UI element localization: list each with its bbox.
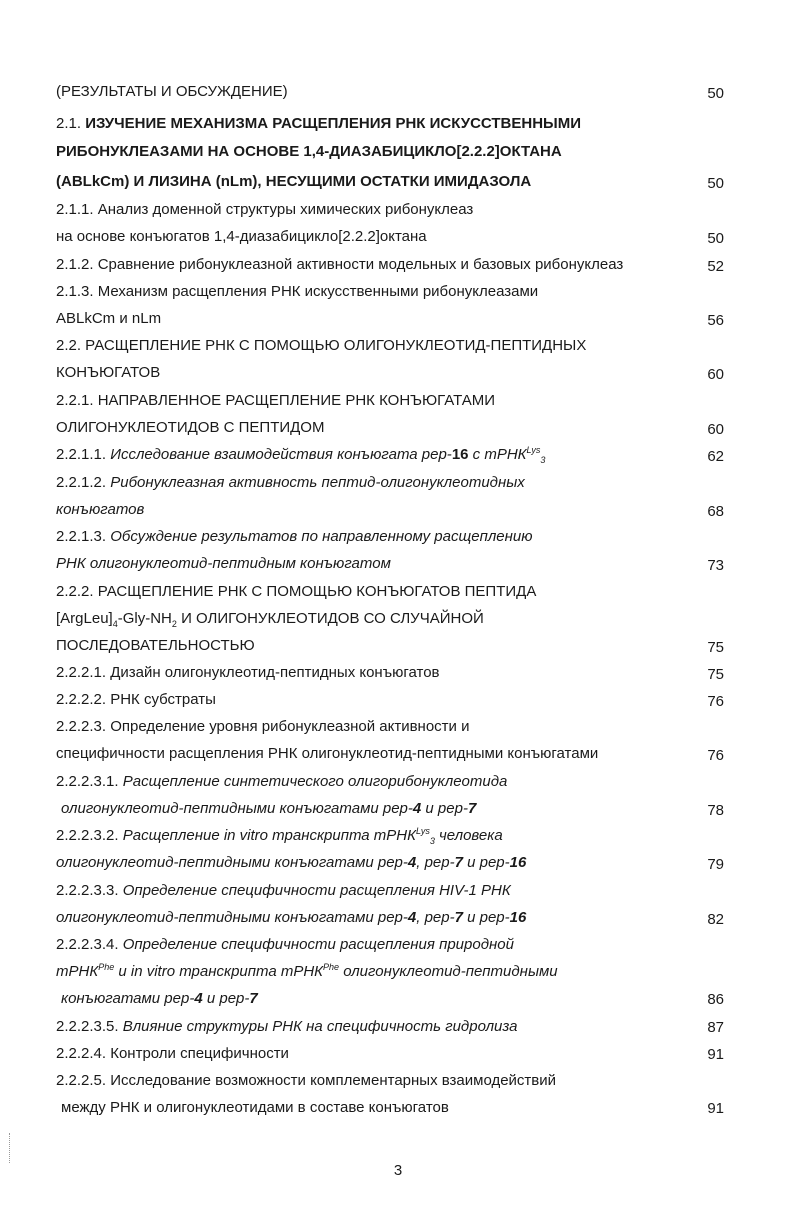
toc-entry-title: олигонуклеотид-пептидными bbox=[339, 963, 558, 980]
toc-page-number: 62 bbox=[707, 448, 724, 465]
toc-entry-title: Расщепление in vitro транскрипта тРНК bbox=[122, 827, 416, 844]
toc-entry-title-cont bbox=[61, 989, 258, 1009]
toc-page-number: 50 bbox=[707, 175, 724, 192]
toc-page-number: 52 bbox=[707, 258, 724, 275]
toc-entry-title: тРНК bbox=[56, 963, 99, 980]
toc-entry-title-bold: 7 bbox=[454, 854, 463, 871]
toc-entry-title: и in vitro транскрипта тРНК bbox=[114, 963, 324, 980]
toc-section-number: 2.2.2.3.5. bbox=[56, 1018, 123, 1035]
margin-scan-mark bbox=[9, 1133, 10, 1163]
toc-entry-title-cont bbox=[61, 799, 476, 819]
toc-entry-2-2: 2.2. РАСЩЕПЛЕНИЕ РНК С ПОМОЩЬЮ ОЛИГОНУКЛЕОТИД-ПЕПТИДНЫХ bbox=[56, 337, 587, 354]
toc-page-number: 86 bbox=[707, 991, 724, 1008]
toc-section-number: 2.2.2.3.2. bbox=[56, 827, 123, 844]
toc-entry-2-1-3: 2.1.3. Механизм расщепления РНК искусственными рибонуклеазами bbox=[56, 283, 539, 300]
toc-entry-title: И ОЛИГОНУКЛЕОТИДОВ СО СЛУЧАЙНОЙ bbox=[176, 610, 484, 627]
toc-entry-title-bold: 7 bbox=[467, 800, 477, 817]
toc-section-number: 2.2.1.1. bbox=[56, 446, 111, 463]
peptide-formula: -Gly-NH bbox=[117, 610, 172, 627]
toc-page-number: 68 bbox=[707, 503, 724, 520]
toc-entry-2-2-2-3-4 bbox=[56, 935, 514, 955]
toc-entry-2-2-1-3 bbox=[56, 527, 533, 547]
peptide-formula: [ArgLeu] bbox=[56, 610, 113, 627]
toc-page-number: 91 bbox=[707, 1100, 724, 1117]
toc-entry-title-bold: 4 bbox=[194, 990, 203, 1007]
toc-section-number: 2.2.2.3.4. bbox=[56, 936, 123, 953]
toc-entry-title: Исследование взаимодействия конъюгата pep- bbox=[110, 446, 452, 463]
toc-entry-title: олигонуклеотид-пептидными конъюгатами pep- bbox=[56, 854, 408, 871]
toc-section-number: 2.2.2.3.1. bbox=[56, 773, 123, 790]
toc-entry-title-bold: 7 bbox=[454, 909, 463, 926]
toc-entry-title: человека bbox=[434, 827, 503, 844]
toc-entry-title: Влияние структуры РНК на специфичность гидролиза bbox=[122, 1018, 518, 1035]
toc-entry-2-1 bbox=[56, 114, 581, 134]
toc-entry-title: ИЗУЧЕНИЕ МЕХАНИЗМА РАСЩЕПЛЕНИЯ РНК ИСКУССТВЕННЫМИ bbox=[85, 115, 581, 132]
toc-entry-2-2-2-3: 2.2.2.3. Определение уровня рибонуклеазной активности и bbox=[56, 718, 470, 735]
toc-entry-title-cont: РИБОНУКЛЕАЗАМИ НА ОСНОВЕ 1,4-ДИАЗАБИЦИКЛО[2.2.2]ОКТАНА bbox=[56, 143, 562, 160]
toc-entry-title-cont bbox=[56, 853, 526, 873]
toc-entry-title: с тРНК bbox=[468, 446, 527, 463]
toc-superscript: Lys bbox=[415, 826, 430, 836]
toc-entry-title: и pep- bbox=[202, 990, 250, 1007]
toc-page-number: 73 bbox=[707, 557, 724, 574]
toc-page-number: 87 bbox=[707, 1019, 724, 1036]
toc-page-number: 56 bbox=[707, 312, 724, 329]
toc-page-number: 82 bbox=[707, 911, 724, 928]
toc-entry-2-1-3-cont: ABLkCm и nLm bbox=[56, 310, 162, 327]
toc-entry-title: олигонуклеотид-пептидными конъюгатами pep- bbox=[61, 800, 413, 817]
toc-entry-title: , pep- bbox=[416, 854, 455, 871]
toc-page-number: 76 bbox=[707, 747, 724, 764]
toc-entry-title-cont: конъюгатов bbox=[56, 501, 145, 518]
toc-entry-title: Обсуждение результатов по направленному расщеплению bbox=[110, 528, 533, 545]
toc-entry-title-bold: 7 bbox=[249, 990, 258, 1007]
toc-entry-2-1-1: 2.1.1. Анализ доменной структуры химических рибонуклеаз bbox=[56, 201, 474, 218]
toc-entry-2-2-1-1 bbox=[56, 445, 545, 465]
toc-superscript: Phe bbox=[98, 962, 115, 972]
toc-section-number: 2.2.1.3. bbox=[56, 528, 111, 545]
toc-subscript: 3 bbox=[429, 836, 435, 846]
toc-section-number: 2.2.2.3.3. bbox=[56, 882, 123, 899]
toc-entry-2-2-1-cont: ОЛИГОНУКЛЕОТИДОВ С ПЕПТИДОМ bbox=[56, 419, 325, 436]
toc-subscript: 4 bbox=[112, 619, 118, 629]
toc-page-number: 75 bbox=[707, 666, 724, 683]
toc-page-number: 50 bbox=[707, 85, 724, 102]
toc-entry-title: Рибонуклеазная активность пептид-олигонуклеотидных bbox=[110, 474, 525, 491]
toc-page-number: 91 bbox=[707, 1046, 724, 1063]
toc-entry-2-2-2: 2.2.2. РАСЩЕПЛЕНИЕ РНК С ПОМОЩЬЮ КОНЪЮГАТОВ ПЕПТИДА bbox=[56, 583, 537, 600]
toc-page-number: 75 bbox=[707, 639, 724, 656]
toc-entry-title: и pep- bbox=[462, 854, 510, 871]
toc-entry-title-bold: 16 bbox=[509, 909, 527, 926]
toc-entry-title: и pep- bbox=[462, 909, 510, 926]
page-number: 3 bbox=[393, 1162, 403, 1179]
toc-entry-title-cont: (ABLkCm) И ЛИЗИНА (nLm), НЕСУЩИМИ ОСТАТКИ ИМИДАЗОЛА bbox=[56, 173, 532, 190]
toc-section-number: 2.1. bbox=[56, 115, 86, 132]
toc-entry-2-2-2-2: 2.2.2.2. РНК субстраты bbox=[56, 691, 216, 708]
toc-entry-2-2-2-3-5 bbox=[56, 1017, 518, 1037]
toc-entry-title-bold: 16 bbox=[509, 854, 527, 871]
toc-entry-2-2-2-3-cont: специфичности расщепления РНК олигонуклеотид-пептидными конъюгатами bbox=[56, 745, 599, 762]
toc-entry-2-2-2-5: 2.2.2.5. Исследование возможности комплементарных взаимодействий bbox=[56, 1072, 557, 1089]
toc-entry-2-2-1: 2.2.1. НАПРАВЛЕННОЕ РАСЩЕПЛЕНИЕ РНК КОНЪЮГАТАМИ bbox=[56, 392, 496, 409]
toc-entry-2-2-cont: КОНЪЮГАТОВ bbox=[56, 364, 161, 381]
toc-subscript: 3 bbox=[540, 455, 546, 465]
toc-entry-title-cont: РНК олигонуклеотид-пептидным конъюгатом bbox=[56, 555, 391, 572]
toc-subscript: 2 bbox=[171, 619, 177, 629]
toc-entry-title: Расщепление синтетического олигорибонуклеотида bbox=[122, 773, 508, 790]
toc-entry-title: Определение специфичности расщепления HIV-1 РНК bbox=[122, 882, 511, 899]
toc-entry-title-cont bbox=[56, 962, 558, 982]
toc-superscript: Phe bbox=[323, 962, 340, 972]
toc-section-number: 2.2.1.2. bbox=[56, 474, 111, 491]
toc-page-number: 78 bbox=[707, 802, 724, 819]
toc-entry-2-2-2-3-3 bbox=[56, 881, 511, 901]
toc-entry-results-heading: (РЕЗУЛЬТАТЫ И ОБСУЖДЕНИЕ) bbox=[56, 83, 288, 100]
toc-entry-2-2-2-cont: ПОСЛЕДОВАТЕЛЬНОСТЬЮ bbox=[56, 637, 255, 654]
toc-entry-2-1-2: 2.1.2. Сравнение рибонуклеазной активности модельных и базовых рибонуклеаз bbox=[56, 256, 624, 273]
toc-entry-2-2-2-1: 2.2.2.1. Дизайн олигонуклеотид-пептидных конъюгатов bbox=[56, 664, 440, 681]
toc-superscript: Lys bbox=[526, 445, 541, 455]
toc-page-number: 76 bbox=[707, 693, 724, 710]
toc-page-number: 79 bbox=[707, 856, 724, 873]
toc-entry-title: , pep- bbox=[416, 909, 455, 926]
toc-page-number: 50 bbox=[707, 230, 724, 247]
toc-entry-title: конъюгатами pep- bbox=[61, 990, 195, 1007]
toc-entry-2-2-2-5-cont: между РНК и олигонуклеотидами в составе конъюгатов bbox=[61, 1099, 449, 1116]
toc-entry-2-2-2-3-1 bbox=[56, 772, 507, 792]
toc-page-number: 60 bbox=[707, 366, 724, 383]
toc-entry-2-2-2-4: 2.2.2.4. Контроли специфичности bbox=[56, 1045, 289, 1062]
toc-entry-title-cont bbox=[56, 908, 526, 928]
toc-entry-title-bold: 4 bbox=[407, 854, 417, 871]
toc-entry-title-bold: 4 bbox=[412, 800, 422, 817]
toc-entry-title: Определение специфичности расщепления природной bbox=[122, 936, 514, 953]
toc-entry-2-2-1-2 bbox=[56, 473, 525, 493]
toc-entry-2-2-2-3-2 bbox=[56, 826, 503, 846]
toc-entry-title-bold: 4 bbox=[407, 909, 417, 926]
toc-entry-title: олигонуклеотид-пептидными конъюгатами pep- bbox=[56, 909, 408, 926]
toc-entry-2-1-1-cont: на основе конъюгатов 1,4-диазабицикло[2.2.2]октана bbox=[56, 228, 427, 245]
toc-page-number: 60 bbox=[707, 421, 724, 438]
toc-entry-title-bold: 16 bbox=[451, 446, 469, 463]
toc-entry-2-2-2-cont bbox=[56, 609, 484, 629]
toc-entry-title: и pep- bbox=[421, 800, 468, 817]
